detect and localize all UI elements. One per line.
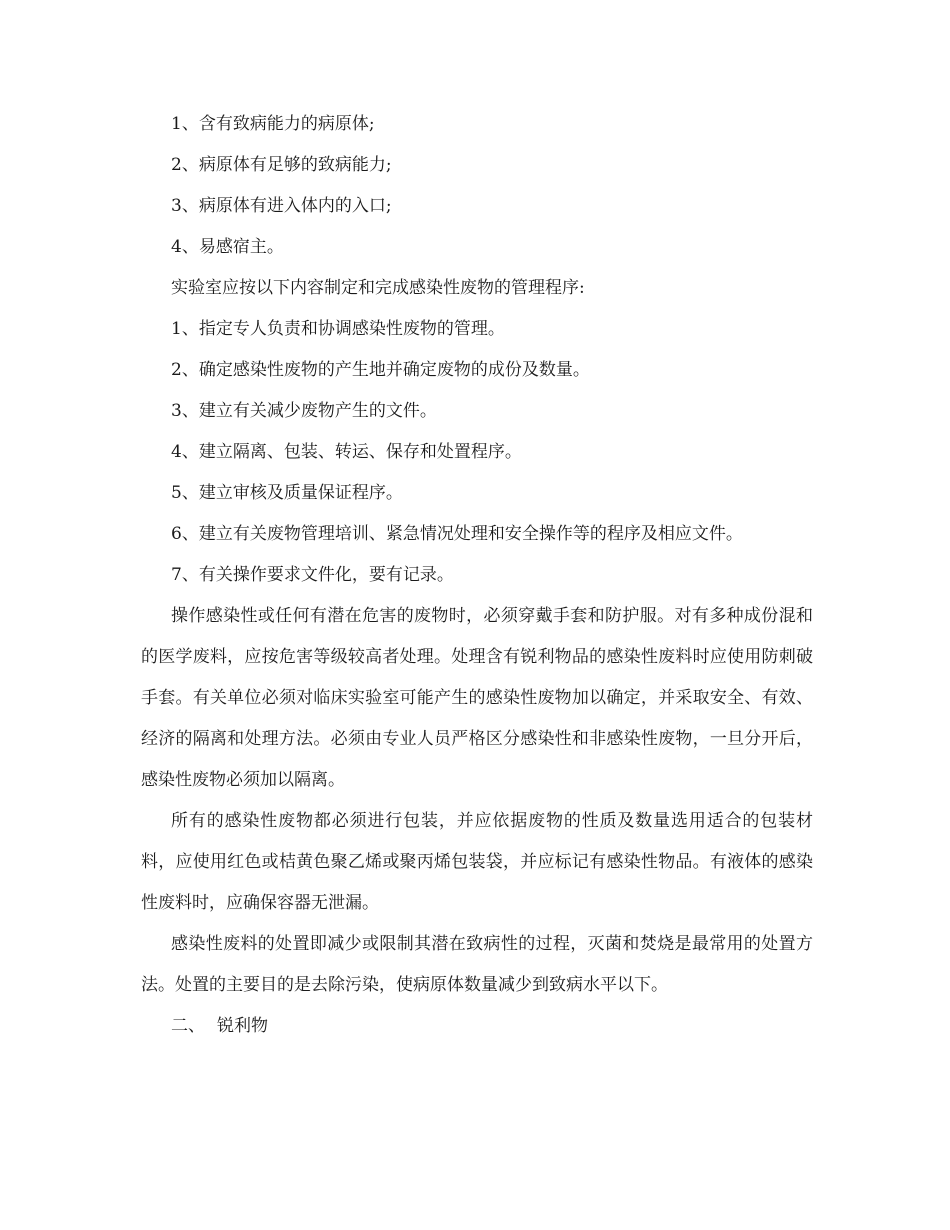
list-item: 1、含有致病能力的病原体; — [171, 114, 375, 134]
list-item: 4、建立隔离、包装、转运、保存和处置程序。 — [171, 442, 522, 462]
list-item: 5、建立审核及质量保证程序。 — [171, 483, 403, 503]
list-item: 1、指定专人负责和协调感染性废物的管理。 — [171, 319, 505, 339]
conditions-list — [141, 104, 813, 268]
document-body — [141, 104, 813, 1047]
section-number: 二、 — [171, 1016, 205, 1036]
paragraph-disposal: 感染性废料的处置即减少或限制其潜在致病性的过程，灭菌和焚烧是最常用的处置方法。处置的主要目的是去除污染，使病原体数量减少到致病水平以下。 — [141, 934, 813, 995]
procedure-intro: 实验室应按以下内容制定和完成感染性废物的管理程序: — [171, 278, 585, 298]
list-item: 3、病原体有进入体内的入口; — [171, 196, 392, 216]
list-item: 7、有关操作要求文件化，要有记录。 — [171, 565, 454, 585]
list-item: 4、易感宿主。 — [171, 237, 284, 257]
list-item: 2、病原体有足够的致病能力; — [171, 155, 392, 175]
paragraph-handling: 操作感染性或任何有潜在危害的废物时，必须穿戴手套和防护服。对有多种成份混和的医学废料，应按危害等级较高者处理。处理含有锐利物品的感染性废料时应使用防刺破手套。有关单位必须对临床实验室可能产生的感染性废物加以确定，并采取安全、有效、经济的隔离和处理方法。必须由专业人员严格区分感染性和非感染性废物，一旦分开后，感染性废物必须加以隔离。 — [141, 606, 813, 790]
section-title: 锐利物 — [217, 1016, 268, 1036]
list-item: 2、确定感染性废物的产生地并确定废物的成份及数量。 — [171, 360, 590, 380]
paragraph-packaging: 所有的感染性废物都必须进行包装，并应依据废物的性质及数量选用适合的包装材料，应使用红色或桔黄色聚乙烯或聚丙烯包装袋，并应标记有感染性物品。有液体的感染性废料时，应确保容器无泄漏。 — [141, 811, 813, 913]
list-item: 6、建立有关废物管理培训、紧急情况处理和安全操作等的程序及相应文件。 — [171, 524, 743, 544]
list-item: 3、建立有关减少废物产生的文件。 — [171, 401, 437, 421]
procedure-list — [141, 309, 813, 596]
section-heading — [141, 1006, 813, 1047]
